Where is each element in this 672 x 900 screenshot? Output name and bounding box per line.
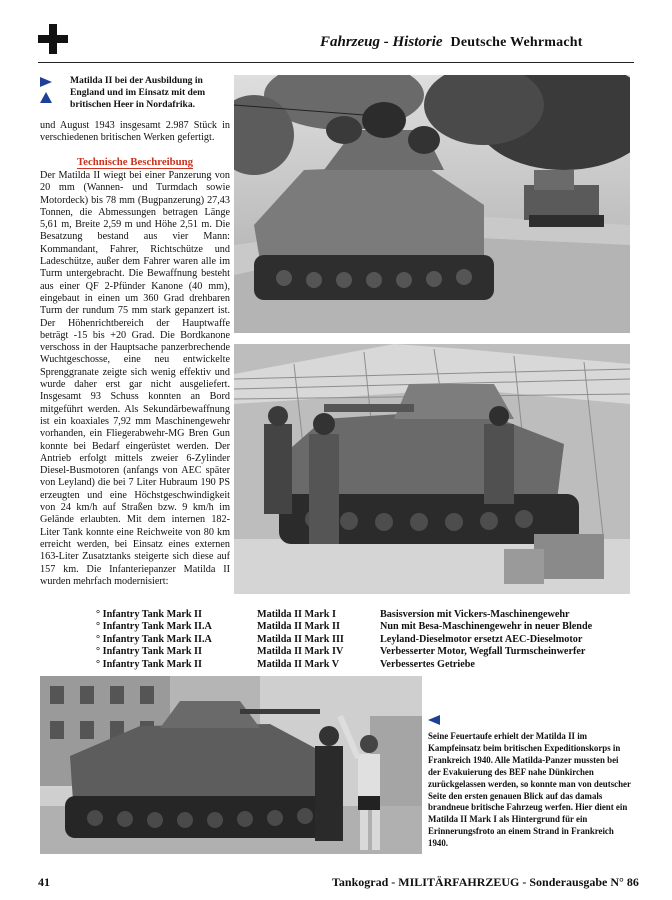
variant-description: Verbesserter Motor, Wegfall Turmscheinwerfer [380, 646, 586, 658]
variant-name: Matilda II Mark II [257, 621, 340, 633]
variant-mark: ° Infantry Tank Mark II.A [96, 633, 212, 645]
body-paragraph: Der Matilda II wiegt bei einer Panzerung von 20 mm (Wannen- und Turmdach sowie Motordeck) bis 78 mm (Bugpanzerung) 27,43 Tonnen, die Abmessungen betragen Länge 5,61 m, Breite 2,59 m und Höhe 2,51 m. Die Besatzung bestand aus vier Mann: Kommandant, Fahrer, Richtschütze und Ladeschütze, außer dem Fahrer waren alle im Turm untergebracht. Die Bewaffnung besteht aus einer QF 2-Pfünder Kanone (40 mm), eingebaut in einen um 360 Grad drehbaren Turm der rundum 75 mm stark gepanzert ist. Der Höhenrichtbereich der Hauptwaffe beträgt -15 bis +20 Grad. Die Bordkanone verschoss in der Hauptsache panzerbrechende Wuchtgeschosse, eine neu entwickelte Sprenggranate zeigte sich wenig effektiv und wurde daher erst gar nicht ausgeliefert. Insgesamt 93 Schuss konnten an Bord mitgeführt werden. Als Sekundärbewaffnung ist ein koaxiales 7,92 mm Maschinengewehr vorhanden, ein Fliegerabwehr-MG Bren Gun konnte bei Bedarf eingerüstet werden. Der Antrieb erfolgt mittels zweier 6-Zylinder Diesel-Busmotoren (anfangs von AEC später von Leyland) die bei 7 Liter Hubraum 190 PS erzeugten und eine Höchstgeschwindigkeit von 24 km/h auf Straßen bzw. 9 km/h im Gelände erlaubten. Mit dem internen 182-Liter Tank konnte eine Reichweite von 80 km erreicht werden, bei Einsatz eines externen 163-Liter Zusatztanks steigerte sich diese auf 157 km. Die Infanteriepanzer Matilda II wurden mehrfach modernisiert: [40, 170, 230, 587]
variant-descriptions-column [380, 609, 592, 671]
variant-name: Matilda II Mark I [257, 609, 336, 620]
variant-description: Nun mit Besa-Maschinengewehr in neuer Blende [380, 621, 593, 633]
photo-matilda-road [234, 75, 630, 333]
variant-name: Matilda II Mark III [257, 633, 344, 645]
header-divider [38, 62, 634, 63]
variant-name: Matilda II Mark IV [257, 646, 344, 658]
variant-mark: ° Infantry Tank Mark II [96, 609, 202, 620]
variant-name: Matilda II Mark V [257, 658, 340, 670]
variant-mark: ° Infantry Tank Mark II [96, 658, 202, 670]
page-number: 41 [38, 875, 50, 889]
arrow-right-icon [40, 77, 52, 87]
variant-mark: ° Infantry Tank Mark II [96, 646, 202, 658]
section-heading-text: Technische Beschreibung [76, 156, 194, 168]
variant-names-column [257, 609, 344, 671]
variant-description: Leyland-Dieselmotor ersetzt AEC-Dieselmotor [380, 633, 583, 645]
photo-caption-bottom: Seine Feuertaufe erhielt der Matilda II im Kampfeinsatz beim britischen Expeditionskorps in Frankreich 1940. Alle Matilda-Panzer mussten bei der Evakuierung des BEF nahe Dünkirchen zurückgelassen werden, so konnte man von deutscher Seite den ersten genauen Blick auf das damals brandneue britische Fahrzeug werfen. Hier dient ein Matilda II Mark I als Hintergrund für ein Erinnerungsfroto an einem Strand in Frankreich 1940. [428, 731, 631, 849]
arrow-up-icon [40, 92, 52, 103]
photo-matilda-camouflage [234, 344, 630, 594]
publication-footer: Tankograd - MILITÄRFAHRZEUG - Sonderausgabe N° 86 [332, 875, 639, 889]
section-heading [40, 156, 230, 168]
variant-description: Basisversion mit Vickers-Maschinengewehr [380, 609, 570, 620]
header-title-italic: Fahrzeug - Historie [320, 34, 443, 50]
header-title-gothic: Deutsche Wehrmacht [450, 35, 583, 50]
variant-mark: ° Infantry Tank Mark II.A [96, 621, 212, 633]
iron-cross-icon [38, 24, 68, 54]
photo-caption-top: Matilda II bei der Ausbildung in England und im Einsatz mit dem britischen Heer in Nordafrika. [70, 75, 206, 110]
arrow-left-icon [428, 715, 440, 725]
variant-marks-column [96, 609, 212, 671]
page-header [320, 34, 583, 51]
intro-paragraph: und August 1943 insgesamt 2.987 Stück in verschiedenen britischen Werken gefertigt. [40, 120, 230, 144]
variant-description: Verbessertes Getriebe [380, 658, 475, 670]
photo-matilda-france [40, 676, 422, 854]
